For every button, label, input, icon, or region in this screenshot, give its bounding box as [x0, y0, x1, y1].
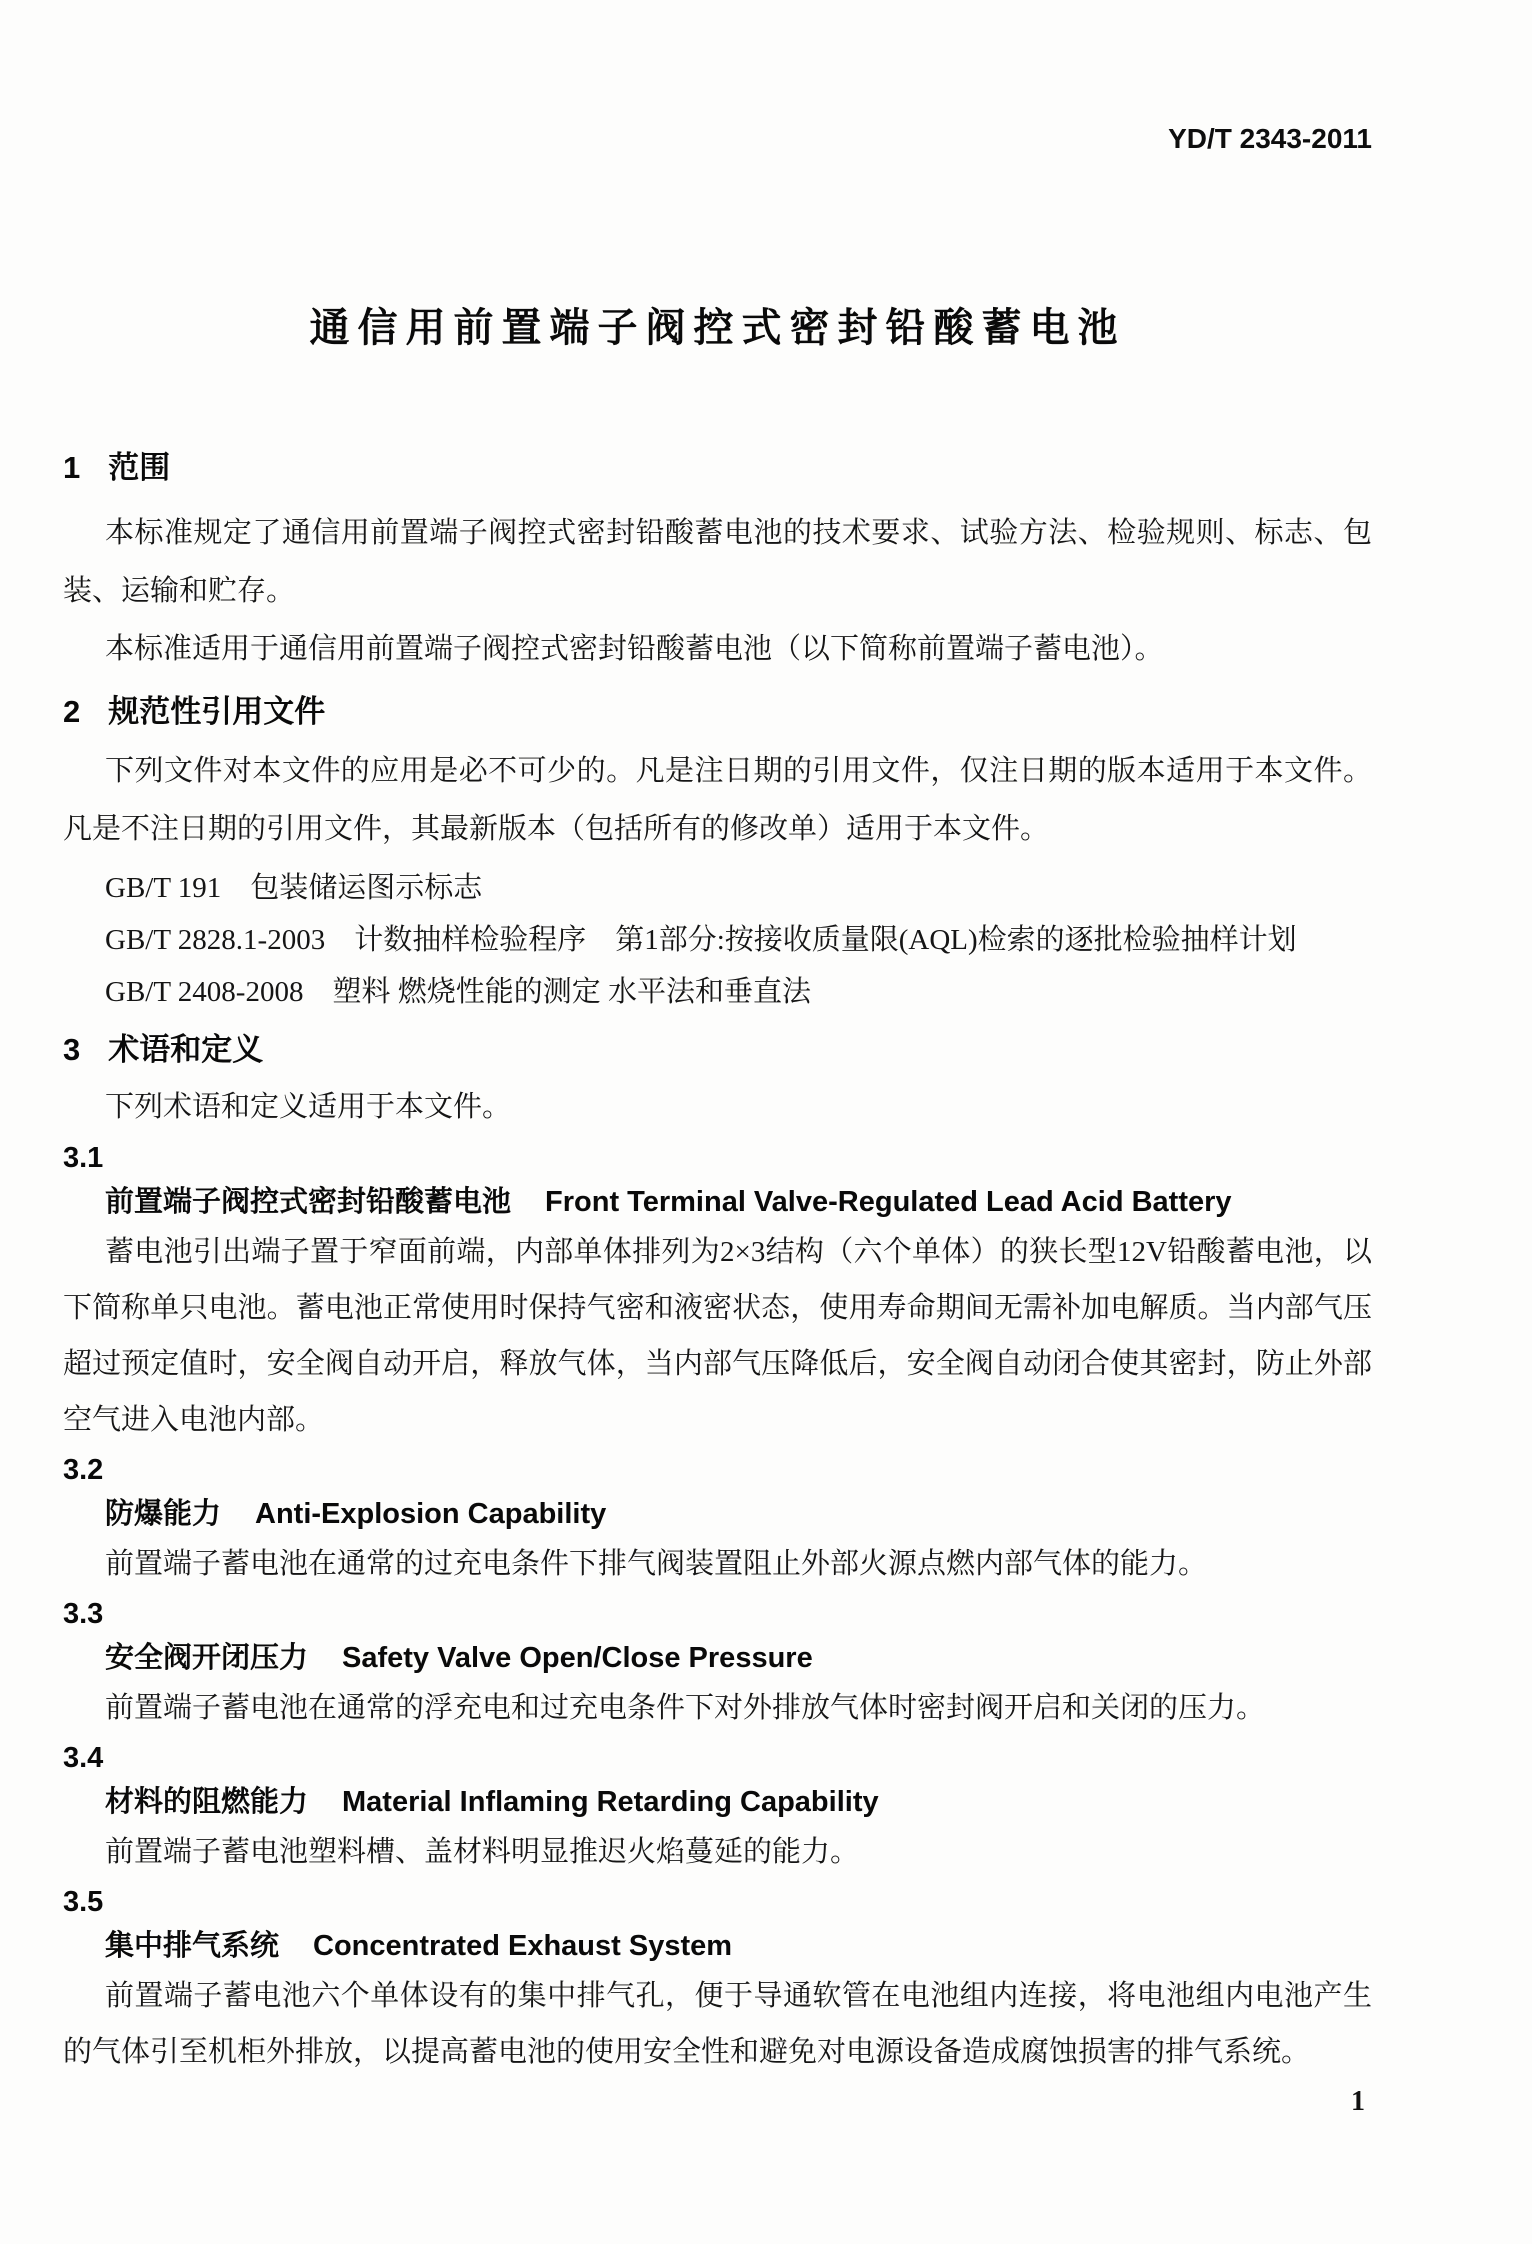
term-block-3-2 [63, 1448, 1372, 1592]
section-heading-references [63, 692, 1372, 732]
term-definition: 前置端子蓄电池在通常的浮充电和过充电条件下对外排放气体时密封阀开启和关闭的压力。 [105, 1692, 1266, 1724]
term-block-3-1 [63, 1136, 1372, 1448]
term-name-cn: 前置端子阀控式密封铅酸蓄电池 [105, 1186, 512, 1218]
page-number: 1 [1351, 2086, 1365, 2117]
term-title [105, 1636, 1372, 1680]
term-definition: 蓄电池引出端子置于窄面前端，内部单体排列为2×3结构（六个单体）的狭长型12V铅酸蓄电池，以下简称单只电池。蓄电池正常使用时保持气密和液密状态，使用寿命期间无需补加电解质。当内部气压超过预定值时，安全阀自动开启，释放气体，当内部气压降低后，安全阀自动闭合使其密封，防止外部空气进入电池内部。 [63, 1236, 1372, 1436]
section-title: 范围 [108, 450, 171, 485]
term-name-en: Material Inflaming Retarding Capability [342, 1786, 879, 1818]
term-block-3-4 [63, 1736, 1372, 1880]
references-intro: 下列文件对本文件的应用是必不可少的。凡是注日期的引用文件，仅注日期的版本适用于本文件。凡是不注日期的引用文件，其最新版本（包括所有的修改单）适用于本文件。 [63, 755, 1372, 845]
term-name-en: Front Terminal Valve-Regulated Lead Acid Battery [545, 1186, 1232, 1218]
section-title: 术语和定义 [108, 1032, 264, 1067]
term-block-3-5 [63, 1880, 1372, 2080]
term-name-cn: 安全阀开闭压力 [105, 1642, 309, 1674]
section-number: 1 [63, 450, 81, 485]
doc-number: YD/T 2343-2011 [1168, 123, 1372, 154]
term-title [105, 1780, 1372, 1824]
term-number: 3.4 [63, 1742, 104, 1774]
section-heading-terms [63, 1030, 1372, 1070]
term-title [105, 1924, 1372, 1968]
term-title [105, 1180, 1372, 1224]
term-name-en: Concentrated Exhaust System [313, 1930, 733, 1962]
term-name-en: Safety Valve Open/Close Pressure [342, 1642, 813, 1674]
term-number: 3.2 [63, 1454, 104, 1486]
reference-item: GB/T 2828.1-2003 计数抽样检验程序 第1部分:按接收质量限(AQL)检索的逐批检验抽样计划 [105, 924, 1297, 956]
term-name-cn: 集中排气系统 [105, 1930, 280, 1962]
term-definition: 前置端子蓄电池在通常的过充电条件下排气阀装置阻止外部火源点燃内部气体的能力。 [105, 1548, 1208, 1580]
scope-paragraph-2: 本标准适用于通信用前置端子阀控式密封铅酸蓄电池（以下简称前置端子蓄电池）。 [105, 633, 1164, 665]
term-number: 3.3 [63, 1598, 104, 1630]
section-number: 2 [63, 694, 81, 729]
term-number: 3.5 [63, 1886, 104, 1918]
section-heading-scope [63, 448, 1372, 488]
term-name-en: Anti-Explosion Capability [255, 1498, 607, 1530]
term-definition: 前置端子蓄电池六个单体设有的集中排气孔，便于导通软管在电池组内连接，将电池组内电池产生的气体引至机柜外排放，以提高蓄电池的使用安全性和避免对电源设备造成腐蚀损害的排气系统。 [63, 1980, 1372, 2068]
term-number: 3.1 [63, 1142, 104, 1174]
section-number: 3 [63, 1032, 81, 1067]
scope-paragraph-1: 本标准规定了通信用前置端子阀控式密封铅酸蓄电池的技术要求、试验方法、检验规则、标志、包装、运输和贮存。 [63, 517, 1372, 607]
section-title: 规范性引用文件 [108, 694, 326, 729]
terms-intro: 下列术语和定义适用于本文件。 [105, 1091, 512, 1123]
term-definition: 前置端子蓄电池塑料槽、盖材料明显推迟火焰蔓延的能力。 [105, 1836, 860, 1868]
term-block-3-3 [63, 1592, 1372, 1736]
reference-list [63, 862, 1372, 1018]
reference-item: GB/T 2408-2008 塑料 燃烧性能的测定 水平法和垂直法 [105, 976, 811, 1008]
page-title: 通信用前置端子阀控式密封铅酸蓄电池 [309, 306, 1126, 350]
term-title [105, 1492, 1372, 1536]
term-name-cn: 材料的阻燃能力 [105, 1786, 309, 1818]
term-name-cn: 防爆能力 [105, 1498, 222, 1530]
reference-item: GB/T 191 包装储运图示标志 [105, 872, 483, 904]
